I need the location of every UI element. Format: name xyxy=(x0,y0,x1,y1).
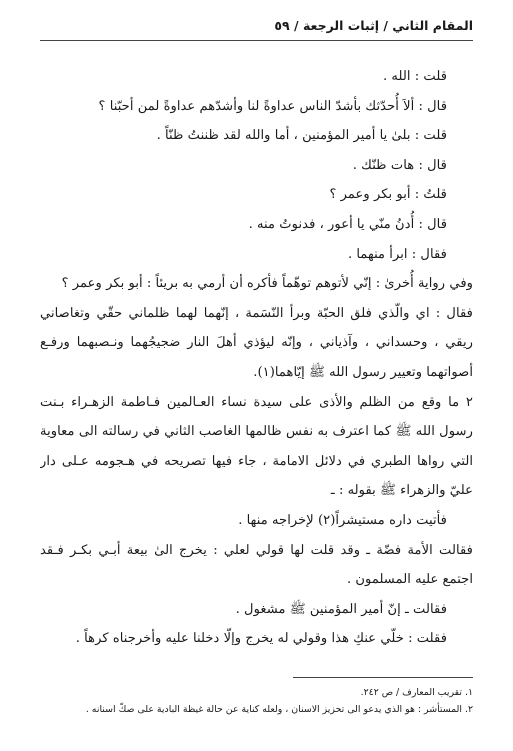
running-header xyxy=(40,14,473,41)
footnote-divider xyxy=(293,677,473,678)
body-line: عليّ والزهراء ﷺ بقوله : ـ xyxy=(330,483,473,499)
body-line: قال : هات ظنّك . xyxy=(352,157,447,173)
body-line: قال : ألاَ أُحدّثك بأشدّ الناس عداوةً لنا وأشدّهم عداوةً لمن أحبّنا ؟ xyxy=(98,98,447,114)
body-line: ريقي ، وحسداني ، وآذياني ، وإنّه ليؤذي أهلَ النار ضجيجُهما ونـصبهما ورفـع xyxy=(40,335,473,351)
running-title: المقام الثاني / إثبات الرجعة / ٥٩ xyxy=(274,18,473,33)
body-text xyxy=(40,62,473,654)
body-line: فأتيت داره مستيشراً(٢) لإخراجه منها . xyxy=(238,512,447,528)
body-line: فقال : اي والّذي فلق الحبّة وبرأ النّسَمة ، إنّهما لهما ظلماني حقّي وتغاصاني xyxy=(40,305,473,321)
body-line: قلت : الله . xyxy=(383,69,447,84)
body-line: فقالت الأمة فضّة ـ وقد قلت لها قولي لعلي : يخرج الىٰ بيعة أبـي بكـر فـقد xyxy=(40,542,473,558)
body-line: أصواتهما وتعيير رسول الله ﷺ إيّاهما(١). xyxy=(253,364,473,380)
footnote-item: ١. تقريب المعارف / ص ٢٤٢. xyxy=(360,687,473,698)
footnote-item: ٢. المستأشر : هو الذي يدعو الى تحزيز الاسنان ، ولعله كناية عن حالة غيظة البادية على صكّ اسنانه . xyxy=(85,704,473,715)
body-line: فقالت ـ إنّ أمير المؤمنين ﷺ مشغول . xyxy=(235,601,447,617)
body-line: ٢ ما وقع من الظلم والأذى على سيدة نساء العـالمين فـاطمة الزهـراء بـنت xyxy=(40,394,473,410)
body-line: فقال : ابرأ منهما . xyxy=(347,246,447,262)
body-line: فقلت : خلّي عنكِ هذا وقولي له يخرج وإلّا دخلنا عليه وأخرجناه كرهاً . xyxy=(75,631,447,647)
body-line: وفي رواية أُخرىٰ : إنّي لأتوهم توهّماً فأكره أن أرمي به بريئاً : أبو بكر وعمر ؟ xyxy=(61,276,473,292)
body-line: اجتمع عليه المسلمون . xyxy=(346,572,473,588)
body-line: قلت : بلىٰ يا أمير المؤمنين ، أما والله لقد ظننتُ ظنّاً . xyxy=(156,128,447,144)
body-line: قلتُ : أبو بكر وعمر ؟ xyxy=(329,187,447,203)
body-line: رسول الله ﷺ كما اعترف به نفس ظالمها الغاصب الثاني في رسالته الى معاوية xyxy=(40,424,473,440)
body-line: التي رواها الطبري في دلائل الامامة ، جاء فيها تصريحه في هـجومه عـلى دار xyxy=(40,453,473,469)
footnotes xyxy=(40,684,473,718)
body-line: قال : أُدنُ منّي يا أعور ، فدنوتُ منه . xyxy=(248,216,447,232)
